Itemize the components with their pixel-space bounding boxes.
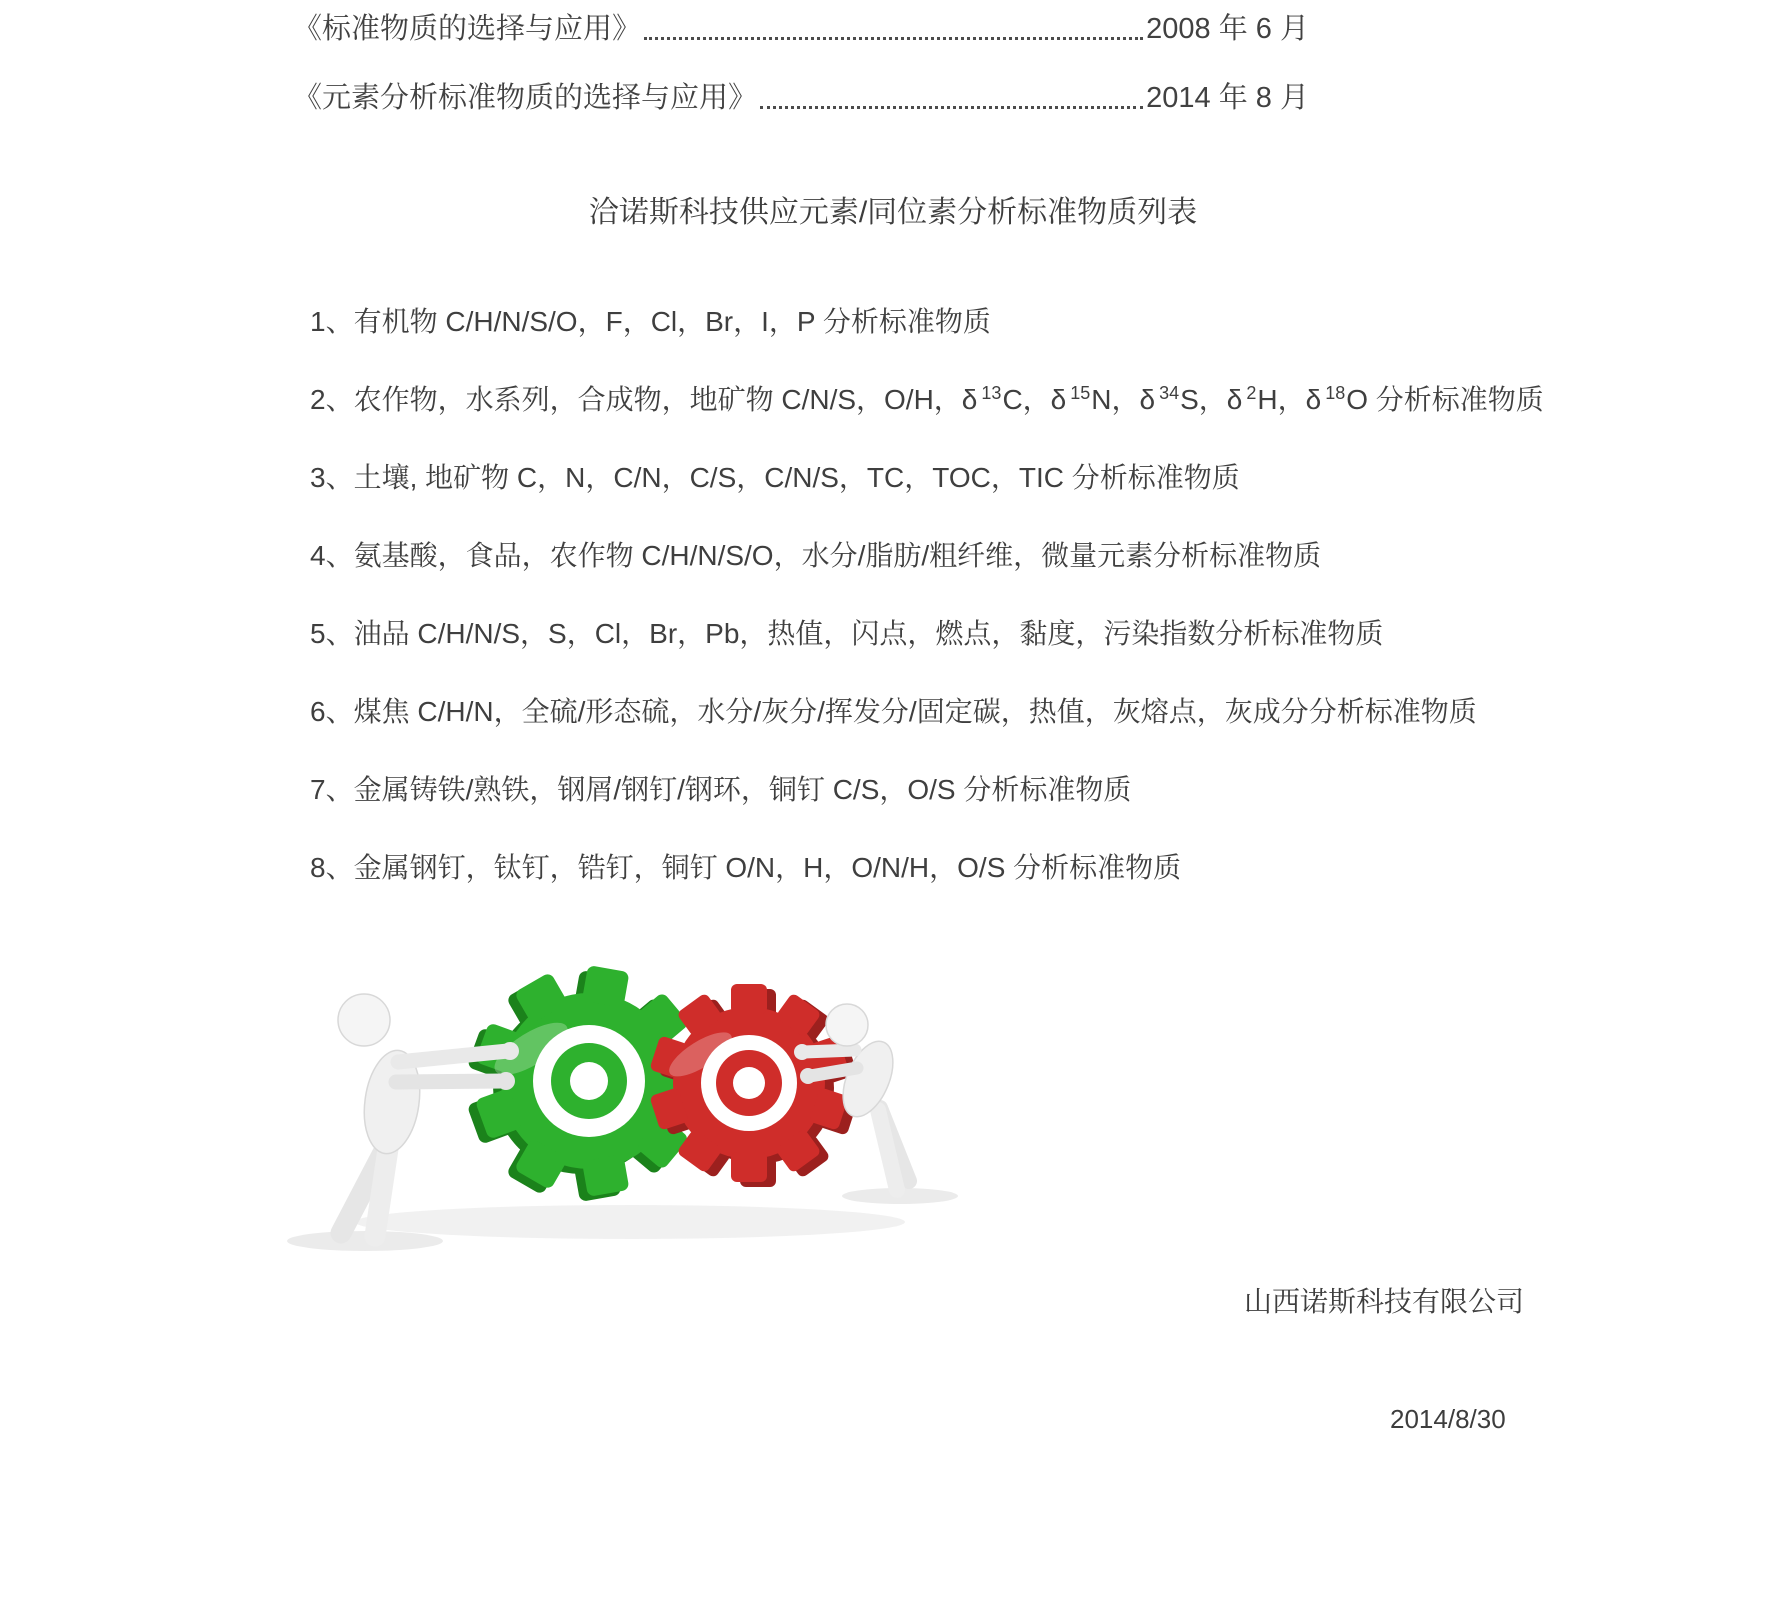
list-item [310, 439, 1544, 517]
list-item-text: 6、煤焦 C/H/N，全硫/形态硫，水分/灰分/挥发分/固定碳，热值，灰熔点，灰成分分析标准物质 [310, 696, 1477, 727]
list-item [310, 751, 1544, 829]
list-item-text: 3、土壤, 地矿物 C，N，C/N，C/S，C/N/S，TC，TOC，TIC 分析标准物质 [310, 462, 1240, 493]
page-title: 洽诺斯科技供应元素/同位素分析标准物质列表 [588, 196, 1198, 229]
standards-list [310, 283, 1544, 907]
toc-dot-leader [644, 37, 1143, 40]
isotope-superscript: 15 [1070, 382, 1091, 403]
list-item-text: C，δ [1002, 384, 1067, 415]
list-item [310, 517, 1544, 595]
list-item [310, 361, 1544, 439]
toc-entry-title: 《标准物质的选择与应用》 [293, 13, 642, 45]
figure-head [338, 994, 390, 1046]
figure-head [826, 1004, 868, 1046]
list-item-text: 7、金属铸铁/熟铁，钢屑/钢钉/钢环，铜钉 C/S，O/S 分析标准物质 [310, 774, 1132, 805]
list-item [310, 595, 1544, 673]
list-item [310, 829, 1544, 907]
isotope-superscript: 2 [1246, 382, 1257, 403]
toc-entry-title: 《元素分析标准物质的选择与应用》 [293, 82, 758, 114]
isotope-superscript: 13 [981, 382, 1002, 403]
list-item-text: 4、氨基酸，食品，农作物 C/H/N/S/O，水分/脂肪/粗纤维，微量元素分析标准物质 [310, 540, 1322, 571]
list-item-text: O 分析标准物质 [1346, 384, 1544, 415]
document-date: 2014/8/30 [1390, 1404, 1506, 1434]
list-item-text: 5、油品 C/H/N/S，S，Cl，Br，Pb，热值，闪点，燃点，黏度，污染指数分析标准物质 [310, 618, 1384, 649]
list-item-text: 8、金属钢钉，钛钉，锆钉，铜钉 O/N，H，O/N/H，O/S 分析标准物质 [310, 852, 1182, 883]
red-gear-icon [649, 984, 857, 1187]
toc-dot-leader [760, 106, 1143, 109]
list-item-text: 2、农作物，水系列，合成物，地矿物 C/N/S，O/H，δ [310, 384, 978, 415]
list-item-text: N，δ [1091, 384, 1156, 415]
list-item-text: H，δ [1257, 384, 1322, 415]
toc-entry-date: 2008 年 6 月 [1146, 13, 1309, 45]
toc-entry [293, 10, 1309, 48]
list-item [310, 283, 1544, 361]
list-item [310, 673, 1544, 751]
toc-entry-date: 2014 年 8 月 [1146, 82, 1309, 114]
gears-illustration [270, 950, 970, 1260]
list-item-text: S，δ [1180, 384, 1243, 415]
toc-entry [293, 79, 1309, 117]
list-item-text: 1、有机物 C/H/N/S/O，F，Cl，Br，I，P 分析标准物质 [310, 306, 991, 337]
company-name: 山西诺斯科技有限公司 [1244, 1286, 1525, 1317]
isotope-superscript: 18 [1325, 382, 1346, 403]
ground-shadow [355, 1205, 905, 1239]
isotope-superscript: 34 [1159, 382, 1180, 403]
